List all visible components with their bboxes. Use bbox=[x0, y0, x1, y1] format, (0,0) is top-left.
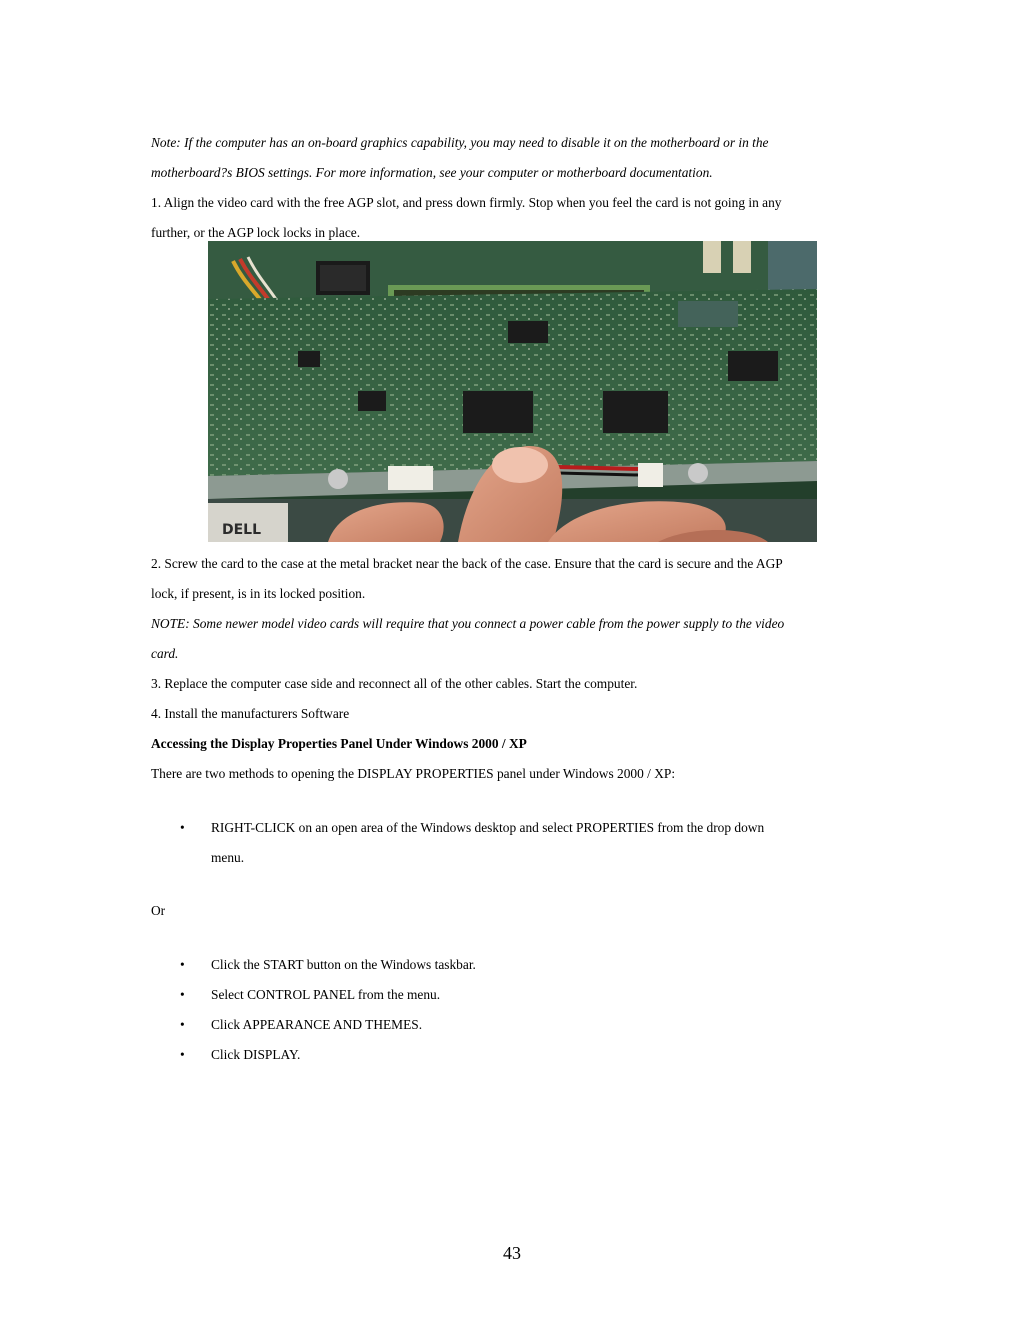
step-1-line-2: further, or the AGP lock locks in place. bbox=[151, 225, 361, 240]
dell-logo-text: DELL bbox=[222, 522, 262, 538]
or-separator: Or bbox=[151, 903, 166, 918]
method-1-line-1: RIGHT-CLICK on an open area of the Windows desktop and select PROPERTIES from the drop down bbox=[211, 820, 765, 835]
bullet-dot: • bbox=[180, 1047, 185, 1062]
bullet-dot: • bbox=[180, 957, 185, 972]
note-line-2: motherboard?s BIOS settings. For more information, see your computer or motherboard documentation. bbox=[151, 165, 713, 180]
page-number: 43 bbox=[503, 1243, 521, 1263]
method-2-item: Click DISPLAY. bbox=[211, 1047, 301, 1062]
intro-text: There are two methods to opening the DISPLAY PROPERTIES panel under Windows 2000 / XP: bbox=[151, 766, 676, 781]
step-3: 3. Replace the computer case side and reconnect all of the other cables. Start the computer. bbox=[151, 676, 638, 691]
method-2-item: Click the START button on the Windows taskbar. bbox=[211, 957, 476, 972]
step-1-line-1: 1. Align the video card with the free AGP slot, and press down firmly. Stop when you feel the card is not going in any bbox=[151, 195, 782, 210]
bullet-dot: • bbox=[180, 987, 185, 1002]
section-heading: Accessing the Display Properties Panel Under Windows 2000 / XP bbox=[151, 736, 527, 751]
note-2-line-2: card. bbox=[151, 646, 179, 661]
bullet-dot: • bbox=[180, 820, 185, 835]
note-line-1: Note: If the computer has an on-board graphics capability, you may need to disable it on the motherboard or in the bbox=[151, 135, 769, 150]
step-4: 4. Install the manufacturers Software bbox=[151, 706, 350, 721]
video-card-photo bbox=[208, 241, 817, 542]
bullet-dot: • bbox=[180, 1017, 185, 1032]
method-2-item: Select CONTROL PANEL from the menu. bbox=[211, 987, 441, 1002]
method-2-item: Click APPEARANCE AND THEMES. bbox=[211, 1017, 423, 1032]
note-2-line-1: NOTE: Some newer model video cards will require that you connect a power cable from the power supply to the video bbox=[151, 616, 785, 631]
step-2-line-2: lock, if present, is in its locked position. bbox=[151, 586, 366, 601]
method-1-line-2: menu. bbox=[211, 850, 245, 865]
step-2-line-1: 2. Screw the card to the case at the metal bracket near the back of the case. Ensure that the card is secure and the AGP bbox=[151, 556, 783, 571]
